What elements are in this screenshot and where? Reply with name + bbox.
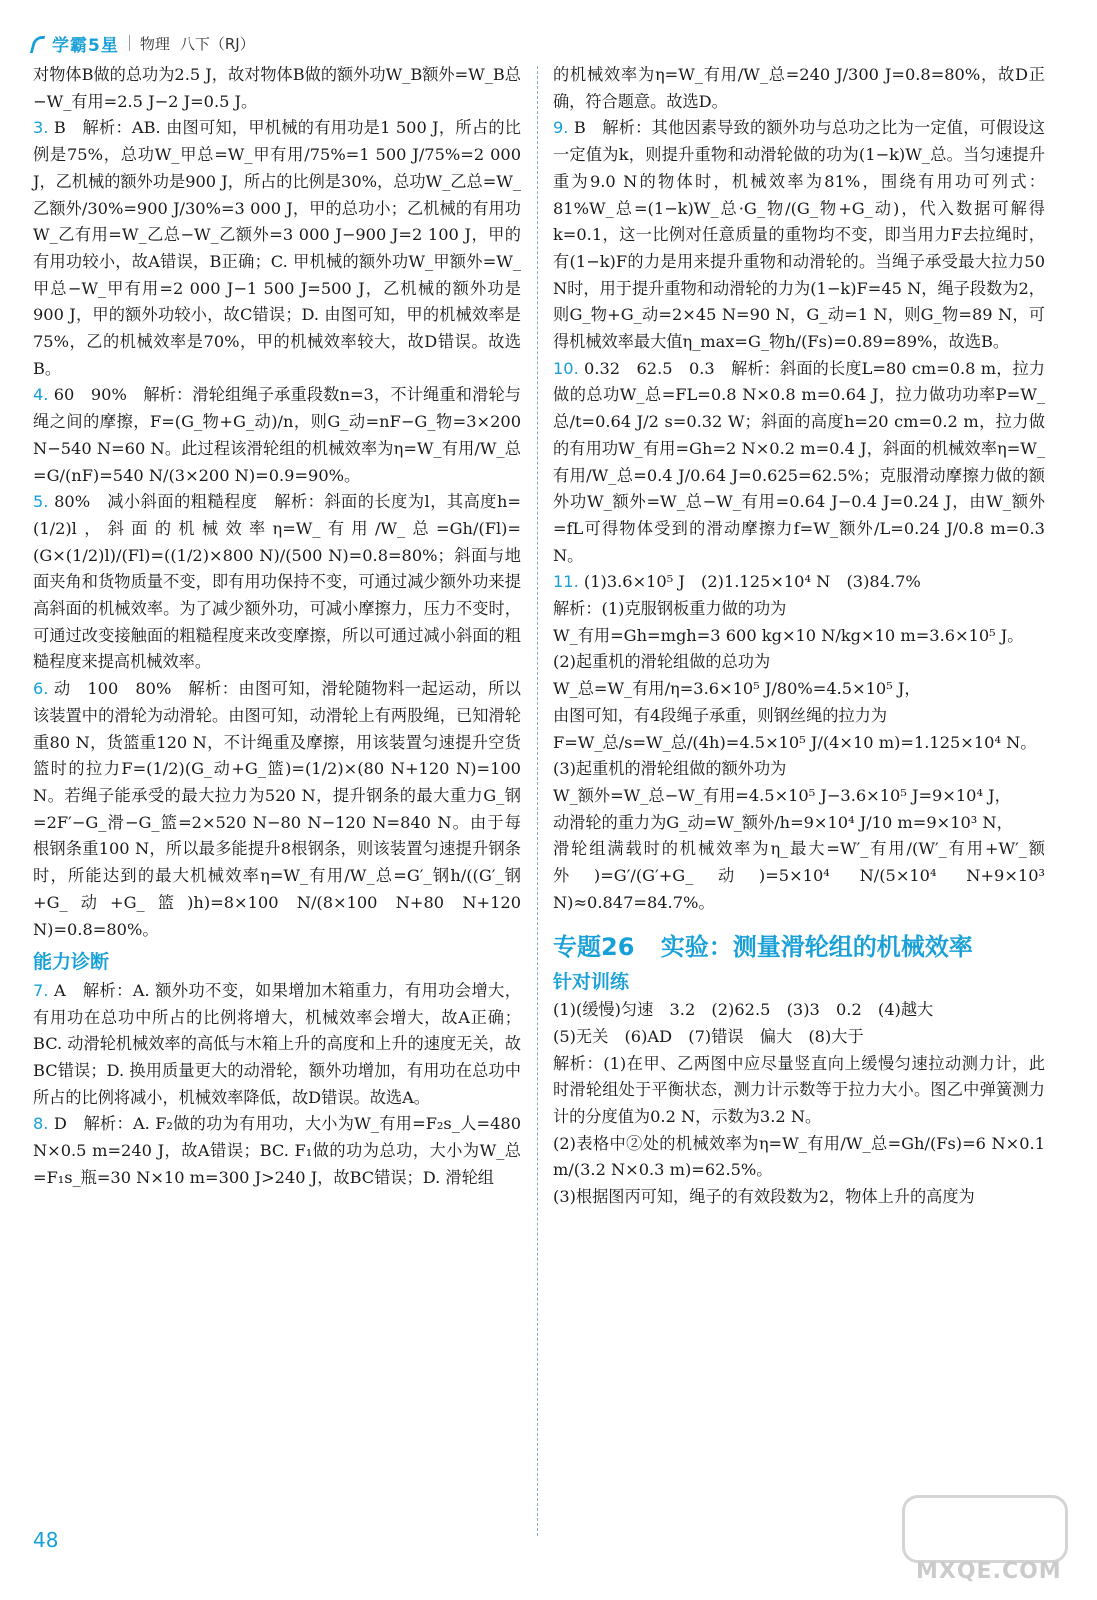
question-number: 10. (553, 358, 579, 378)
practice-explanation: (3)根据图丙可知，绳子的有效段数为2，物体上升的高度为 (553, 1187, 975, 1207)
watermark-logo-icon (902, 1495, 1068, 1563)
question-number: 11. (553, 572, 579, 592)
answer-8-continuation: 的机械效率为η=W_有用/W_总=240 J/300 J=0.8=80%，故D正确，符合题意。故选D。 (553, 65, 1045, 111)
question-number: 7. (33, 980, 49, 1000)
question-number: 8. (33, 1114, 49, 1134)
practice-explanation: 解析：(1)在甲、乙两图中应尽量竖直向上缓慢匀速拉动测力计，此时滑轮组处于平衡状态，测力计示数等于拉力大小。图乙中弹簧测力计的分度值为0.2 N，示数为3.2 N。 (553, 1053, 1045, 1127)
topic-heading (553, 931, 1045, 963)
answer-11-line: 由图可知，有4段绳子承重，则钢丝绳的拉力为 (553, 705, 888, 725)
answer-8: 8. D 解析：A. F₂做的功为有用功，大小为W_有用=F₂s_人=480 N×0.5 m=240 J，故A错误；BC. F₁做的功为总功，大小为W_总=F₁s_瓶=30 N×10 m=300 J>240 J，故BC错误；D. 滑轮组 (33, 1114, 521, 1187)
answer-3: 3. B 解析：AB. 由图可知，甲机械的有用功是1 500 J，所占的比例是75%，总功W_甲总=W_甲有用/75%=1 500 J/75%=2 000 J，乙机械的额外功是900 J，所占的比例是30%，总功W_乙总=W_乙额外/30%=900 J/30%=3 000 J，甲的总功小；乙机械的有用功W_乙有用=W_乙总−W_乙额外=3 000 J−900 J=2 100 J，甲的有用功较小，故A错误，B正确；C. 甲机械的额外功W_甲额外=W_甲总−W_甲有用=2 000 J−1 500 J=500 J，乙机械的额外功是900 J，甲的额外功较小，故C错误；D. 由图可知，甲的机械效率是75%，乙的机械效率是70%，甲的机械效率较大，故D错误。故选B。 (33, 118, 521, 378)
answer-continuation: 对物体B做的总功为2.5 J，故对物体B做的额外功W_B额外=W_B总−W_有用=2.5 J−2 J=0.5 J。 (33, 65, 521, 111)
answer-7: 7. A 解析：A. 额外功不变，如果增加木箱重力，有用功会增大，有用功在总功中所占的比例将增大，机械效率会增大，故A正确；BC. 动滑轮机械效率的高低与木箱上升的高度和上升的速度无关，故BC错误；D. 换用质量更大的动滑轮，额外功增加，有用功在总功中所占的比例将减小，机械效率降低，故D错误。故选A。 (33, 980, 521, 1107)
brand-name: 学霸5星 (52, 35, 119, 56)
question-number: 5. (33, 492, 49, 512)
answer-11-line: W_总=W_有用/η=3.6×10⁵ J/80%=4.5×10⁵ J， (553, 679, 921, 699)
section-ability-heading: 能力诊断 (33, 951, 110, 974)
answer-10: 10. 0.32 62.5 0.3 解析：斜面的长度L=80 cm=0.8 m，拉力做的总功W_总=FL=0.8 N×0.8 m=0.64 J，拉力做功功率P=W_总/t=0.64 J/2 s=0.32 W；斜面的高度h=20 cm=0.2 m，拉力做的有用功W_有用=Gh=2 N×0.2 m=0.4 J，斜面的机械效率η=W_有用/W_总=0.4 J/0.64 J=0.625=62.5%；克服滑动摩擦力做的额外功W_额外=W_总−W_有用=0.64 J−0.4 J=0.24 J，由W_额外=fL可得物体受到的滑动摩擦力f=W_额外/L=0.24 J/0.8 m=0.3 N。 (553, 358, 1045, 565)
page-number: 48 (33, 1528, 59, 1552)
question-number: 9. (553, 118, 569, 138)
right-column (553, 62, 1045, 1211)
topic-number: 专题26 (553, 932, 635, 961)
header-divider (129, 35, 130, 51)
answer-11-line: (3)起重机的滑轮组做的额外功为 (553, 759, 787, 779)
watermark (902, 1495, 1062, 1585)
brand-logo-icon (30, 34, 42, 52)
question-number: 3. (33, 118, 49, 138)
answer-11-line: (2)起重机的滑轮组做的总功为 (553, 652, 771, 672)
answer-11: 11. (1)3.6×10⁵ J (2)1.125×10⁴ N (3)84.7% (553, 572, 921, 592)
answer-6: 6. 动 100 80% 解析：由图可知，滑轮随物料一起运动，所以该装置中的滑轮为动滑轮。由图可知，动滑轮上有两股绳，已知滑轮重80 N，货篮重120 N，不计绳重及摩擦，用该装置匀速提升空货篮时的拉力F=(1/2)(G_动+G_篮)=(1/2)×(80 N+120 N)=100 N。若绳子能承受的最大拉力为520 N，提升钢条的最大重力G_钢=2F′−G_滑−G_篮=2×520 N−80 N−120 N=840 N。由于每根钢条重100 N，所以最多能提升8根钢条，则该装置匀速提升钢条时，所能达到的最大机械效率η=W_有用/W_总=G′_钢h/((G′_钢+G_动+G_篮)h)=8×100 N/(8×100 N+80 N+120 N)=0.8=80%。 (33, 679, 521, 939)
answer-11-line: F=W_总/s=W_总/(4h)=4.5×10⁵ J/(4×10 m)=1.125×10⁴ N。 (553, 732, 1037, 752)
answer-9: 9. B 解析：其他因素导致的额外功与总功之比为一定值，可假设这一定值为k，则提升重物和动滑轮做的功为(1−k)W_总。当匀速提升重为9.0 N的物体时，机械效率为81%，围绕有用功可列式：81%W_总=(1−k)W_总·G_物/(G_物+G_动)，代入数据可解得k=0.1，这一比例对任意质量的重物均不变，即当用力F去拉绳时，有(1−k)F的力是用来提升重物和动滑轮的。当绳子承受最大拉力50 N时，用于提升重物和动滑轮的力为(1−k)F=45 N，绳子段数为2，则G_物+G_动=2×45 N=90 N，G_动=1 N，则G_物=89 N，可得机械效率最大值η_max=G_物h/(Fs)=0.89=89%，故选B。 (553, 118, 1045, 352)
answer-11-line: 滑轮组满载时的机械效率为η_最大=W′_有用/(W′_有用+W′_额外)=G′/(G′+G_动)=5×10⁴ N/(5×10⁴ N+9×10³ N)≈0.847=84.7%。 (553, 839, 1045, 912)
answer-4: 4. 60 90% 解析：滑轮组绳子承重段数n=3，不计绳重和滑轮与绳之间的摩擦，F=(G_物+G_动)/n，则G_动=nF−G_物=3×200 N−540 N=60 N。此过程该滑轮组的机械效率为η=W_有用/W_总=G/(nF)=540 N/(3×200 N)=0.9=90%。 (33, 385, 521, 485)
practice-answer-line: (1)(缓慢)匀速 3.2 (2)62.5 (3)3 0.2 (4)越大 (553, 1000, 934, 1020)
answer-11-line: W_额外=W_总−W_有用=4.5×10⁵ J−3.6×10⁵ J=9×10⁴ J， (553, 785, 1011, 805)
answer-11-line: W_有用=Gh=mgh=3 600 kg×10 N/kg×10 m=3.6×10⁵ J。 (553, 625, 1024, 645)
subject-label: 物理 (139, 34, 170, 53)
page-header (30, 28, 255, 58)
question-number: 6. (33, 679, 49, 699)
grade-label: 八下（RJ） (179, 34, 255, 53)
practice-explanation: (2)表格中②处的机械效率为η=W_有用/W_总=Gh/(Fs)=6 N×0.1 m/(3.2 N×0.3 m)=62.5%。 (553, 1133, 1045, 1180)
section-practice-heading: 针对训练 (553, 970, 630, 993)
answer-11-line: 动滑轮的重力为G_动=W_额外/h=9×10⁴ J/10 m=9×10³ N， (553, 812, 1013, 832)
answer-5: 5. 80% 减小斜面的粗糙程度 解析：斜面的长度为l，其高度h=(1/2)l，斜面的机械效率η=W_有用/W_总=Gh/(Fl)=(G×(1/2)l)/(Fl)=((1/2)×800 N)/(500 N)=0.8=80%；斜面与地面夹角和货物质量不变，即有用功保持不变，可通过减少额外功来提高斜面的机械效率。为了减少额外功，可减小摩擦力，压力不变时，可通过改变接触面的粗糙程度来改变摩擦，所以可通过减小斜面的粗糙程度来提高机械效率。 (33, 492, 521, 672)
column-divider (537, 66, 538, 1536)
practice-answer-line: (5)无关 (6)AD (7)错误 偏大 (8)大于 (553, 1026, 864, 1046)
topic-title: 实验：测量滑轮组的机械效率 (660, 932, 973, 961)
answer-11-line: 解析：(1)克服钢板重力做的功为 (553, 599, 787, 619)
watermark-text: MXQE.COM (916, 1559, 1062, 1584)
question-number: 4. (33, 385, 49, 405)
left-column (33, 62, 521, 1192)
